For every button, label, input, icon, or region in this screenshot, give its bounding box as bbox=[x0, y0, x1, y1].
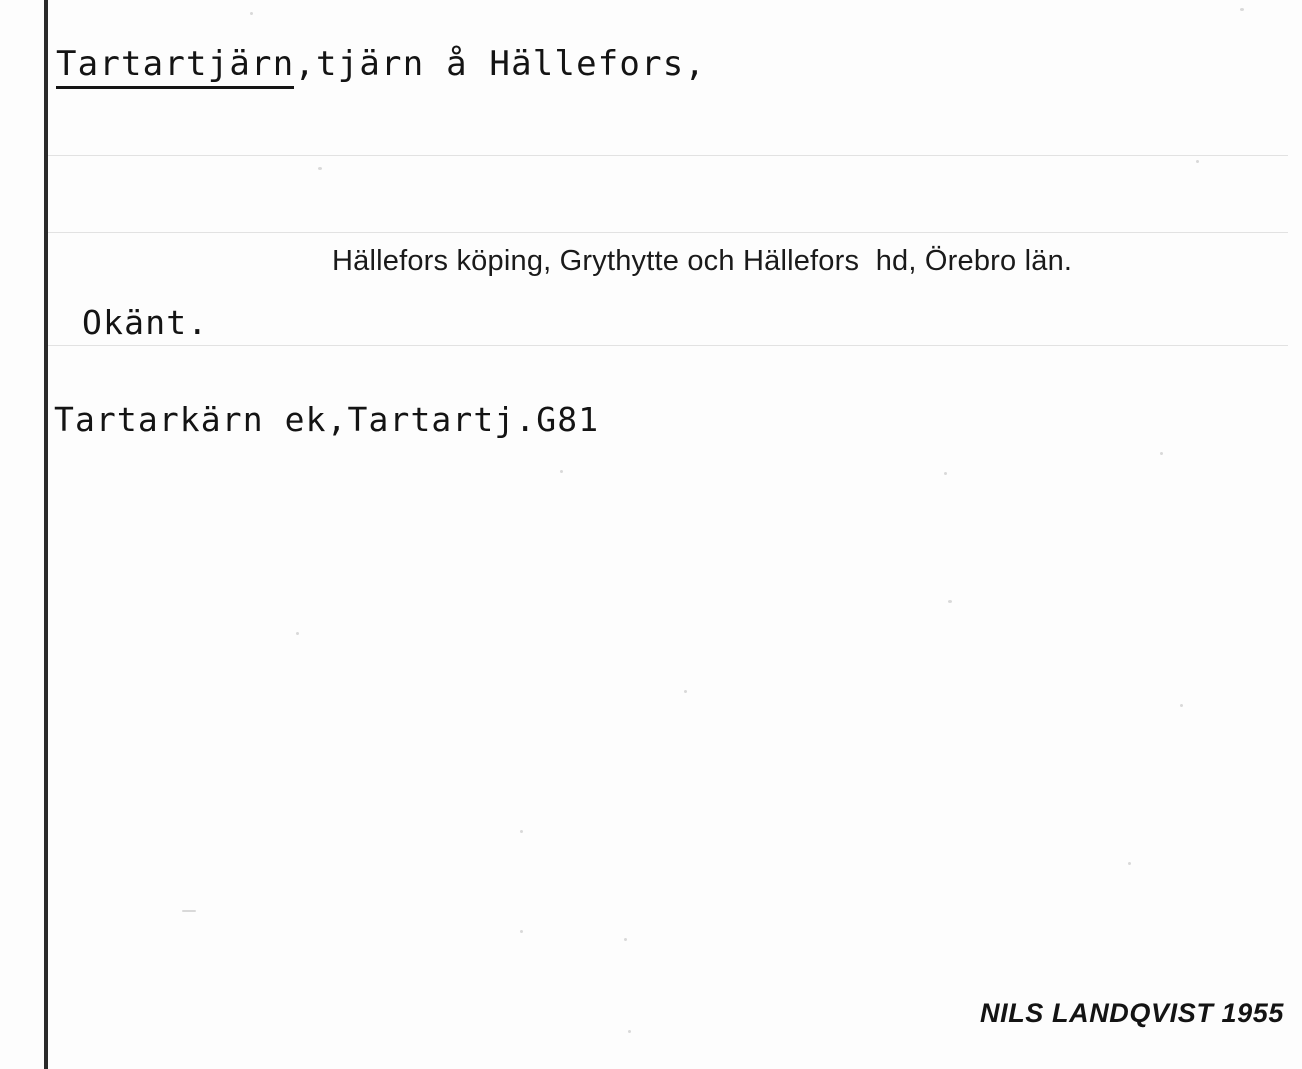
scan-speckle bbox=[250, 12, 253, 15]
headword-gloss: ,tjärn å Hällefors, bbox=[294, 44, 707, 84]
ruled-guide-line bbox=[48, 232, 1288, 233]
headword-line bbox=[56, 44, 706, 84]
source-references: Tartarkärn ek,Tartartj.G81 bbox=[54, 400, 600, 439]
author-signature: NILS LANDQVIST 1955 bbox=[980, 998, 1284, 1028]
scan-speckle bbox=[520, 930, 523, 933]
scan-speckle bbox=[182, 910, 196, 912]
margin-rule-line bbox=[44, 0, 48, 1069]
scan-speckle bbox=[1240, 8, 1244, 11]
scan-speckle bbox=[1180, 704, 1183, 707]
locality-line: Hällefors köping, Grythytte och Hällefors hd, Örebro län. bbox=[332, 245, 1073, 277]
ruled-guide-line bbox=[48, 155, 1288, 156]
scan-speckle bbox=[624, 938, 627, 941]
ruled-guide-line bbox=[48, 345, 1288, 346]
scan-speckle bbox=[560, 470, 563, 473]
scan-speckle bbox=[684, 690, 687, 693]
scan-speckle bbox=[1196, 160, 1199, 163]
scan-speckle bbox=[296, 632, 299, 635]
scan-speckle bbox=[520, 830, 523, 833]
etymology-note: Okänt. bbox=[82, 303, 209, 342]
scan-speckle bbox=[628, 1030, 631, 1033]
scan-speckle bbox=[1160, 452, 1163, 455]
scan-speckle bbox=[318, 167, 322, 170]
headword: Tartartjärn bbox=[56, 44, 294, 89]
scan-speckle bbox=[948, 600, 952, 603]
scan-speckle bbox=[944, 472, 947, 475]
scan-speckle bbox=[1128, 862, 1131, 865]
